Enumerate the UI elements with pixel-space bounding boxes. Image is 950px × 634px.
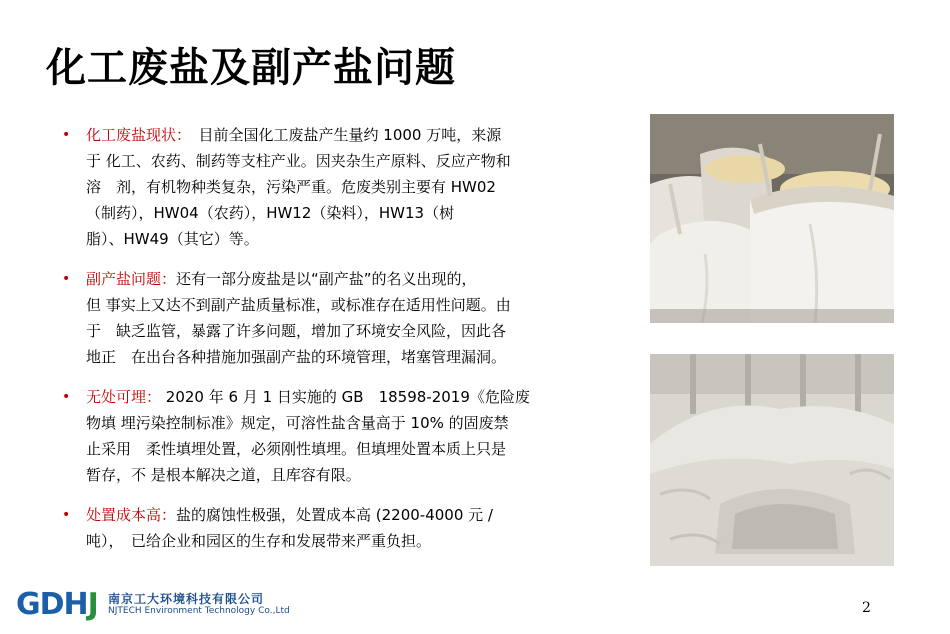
- photo-salt-pile: [650, 354, 894, 566]
- bullet-line: 但 事实上又达不到副产盐质量标准，或标准存在适用性问题。由: [86, 296, 511, 314]
- bullet-line: 无处可埋： 2020 年 6 月 1 日实施的 GB 18598-2019《危险废: [86, 388, 530, 406]
- salt-pile-image: [650, 354, 894, 566]
- bullet-line: 副产盐问题：还有一部分废盐是以“副产盐”的名义出现的，: [86, 270, 477, 288]
- bullet-line: 化工废盐现状： 目前全国化工废盐产生量约 1000 万吨，来源: [86, 126, 502, 144]
- bullet-line: 止采用 柔性填埋处置，必须刚性填埋。但填埋处置本质上只是: [86, 440, 507, 458]
- bullet-waste-salt-status: [62, 122, 630, 252]
- bullet-line: 于 化工、农药、制药等支柱产业。因夹杂生产原料、反应产物和: [86, 152, 511, 170]
- bullet-label: 处置成本高：: [86, 506, 177, 524]
- bullet-no-landfill: [62, 384, 630, 488]
- bullet-line: 物填 埋污染控制标准》规定，可溶性盐含量高于 10% 的固废禁: [86, 414, 509, 432]
- company-name-en: NJTECH Environment Technology Co.,Ltd: [108, 606, 290, 616]
- company-name-cn: 南京工大环境科技有限公司: [108, 592, 265, 606]
- bullet-label: 副产盐问题：: [86, 270, 177, 288]
- photo-salt-bags: [650, 114, 894, 323]
- company-logo: [16, 583, 290, 622]
- bullet-line: 暂存，不 是根本解决之道，且库容有限。: [86, 466, 361, 484]
- bullet-byproduct-salt: [62, 266, 630, 370]
- bullet-dot: •: [62, 507, 71, 523]
- bullet-label: 化工废盐现状：: [86, 126, 184, 144]
- bullet-line: 吨）， 已给企业和园区的生存和发展带来严重负担。: [86, 532, 432, 550]
- salt-bags-image: [650, 114, 894, 323]
- bullet-line: 处置成本高：盐的腐蚀性极强，处置成本高 (2200-4000 元 /: [86, 506, 493, 524]
- bullet-line: 于 缺乏监管，暴露了许多问题，增加了环境安全风险，因此各: [86, 322, 507, 340]
- bullet-line: 地正 在出台各种措施加强副产盐的环境管理，堵塞管理漏洞。: [86, 348, 507, 366]
- bullet-line: 溶 剂，有机物种类复杂，污染严重。危废类别主要有 HW02: [86, 178, 496, 196]
- bullet-high-cost: [62, 502, 630, 554]
- bullet-dot: •: [62, 271, 71, 287]
- bullet-list: [62, 122, 630, 568]
- page-number: 2: [862, 600, 871, 616]
- slide-title: 化工废盐及副产盐问题: [46, 45, 456, 91]
- bullet-line: 脂）、HW49（其它）等。: [86, 230, 259, 248]
- bullet-line: （制药），HW04（农药），HW12（染料），HW13（树: [86, 204, 455, 222]
- bullet-label: 无处可埋：: [86, 388, 162, 406]
- bullet-dot: •: [62, 127, 71, 143]
- bullet-dot: •: [62, 389, 71, 405]
- logo-mark: GDHJ: [16, 587, 98, 622]
